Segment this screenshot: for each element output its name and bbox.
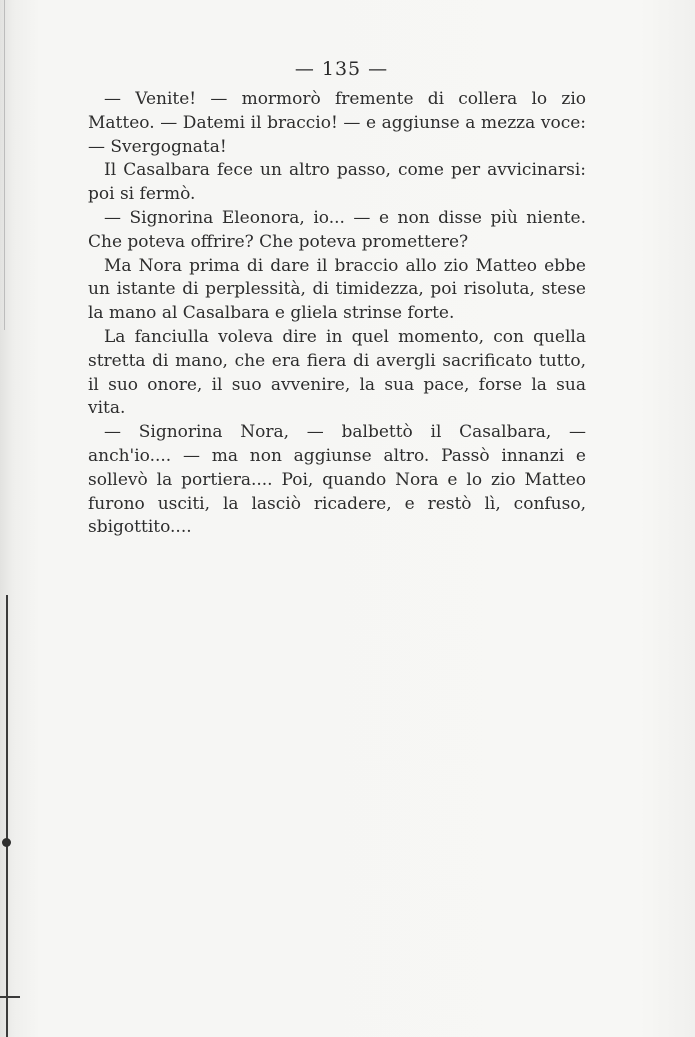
- page-number: — 135 —: [294, 58, 389, 80]
- paragraph: Il Casalbara fece un altro passo, come per avvicinarsi: poi si fermò.: [88, 160, 586, 205]
- binding-edge: [4, 0, 5, 330]
- binding-tick: [0, 996, 20, 998]
- paragraph: — Signorina Eleonora, io... — e non disse più niente. Che poteva offrire? Che poteva promettere?: [88, 207, 586, 252]
- paragraph: Ma Nora prima di dare il braccio allo zio Matteo ebbe un istante di perplessità, di timidezza, poi risoluta, stese la mano al Casalbara e gliela strinse forte.: [88, 255, 586, 324]
- body-text: [88, 88, 586, 540]
- paragraph: La fanciulla voleva dire in quel momento, con quella stretta di mano, che era fiera di avergli sacrificato tutto, il suo onore, il suo avvenire, la sua pace, forse la sua vita.: [88, 326, 586, 419]
- paragraph: — Signorina Nora, — balbettò il Casalbara, — anch'io.... — ma non aggiunse altro. Passò innanzi e sollevò la portiera.... Poi, quando Nora e lo zio Matteo furono usciti, la lasciò ricadere, e restò lì, confuso, sbigottito....: [88, 422, 586, 538]
- binding-edge-dark: [6, 595, 8, 1037]
- paragraph: — Venite! — mormorò fremente di collera lo zio Matteo. — Datemi il braccio! — e aggiunse a mezza voce: — Svergognata!: [88, 89, 586, 157]
- binding-mark: [2, 838, 11, 847]
